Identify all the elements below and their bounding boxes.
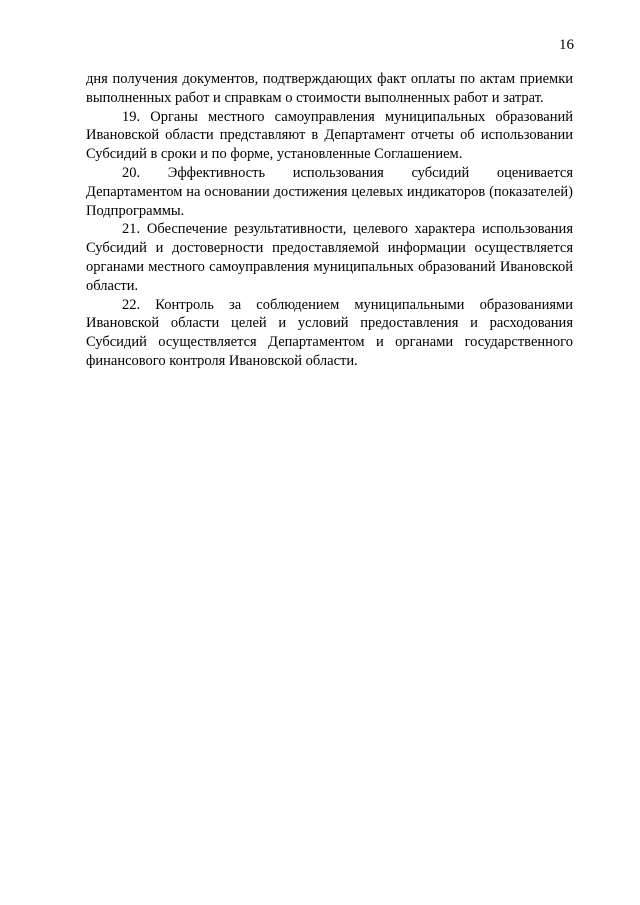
paragraph-21: 21. Обеспечение результативности, целевого характера использования Субсидий и достоверности предоставляемой информации осуществляется органами местного самоуправления муниципальных образований Ивановской области. [86,221,573,294]
paragraph-22: 22. Контроль за соблюдением муниципальными образованиями Ивановской области целей и условий предоставления и расходования Субсидий осуществляется Департаментом и органами государственного финансового контроля Ивановской области. [86,296,573,369]
page-number: 16 [559,37,574,53]
document-body [86,70,573,371]
paragraph-continuation: дня получения документов, подтверждающих факт оплаты по актам приемки выполненных работ и справкам о стоимости выполненных работ и затрат. [86,71,573,106]
paragraph-20: 20. Эффективность использования субсидий оценивается Департаментом на основании достижения целевых индикаторов (показателей) Подпрограммы. [86,164,573,219]
paragraph-19: 19. Органы местного самоуправления муниципальных образований Ивановской области представляют в Департамент отчеты об использовании Субсидий в сроки и по форме, установленные Соглашением. [86,108,573,163]
